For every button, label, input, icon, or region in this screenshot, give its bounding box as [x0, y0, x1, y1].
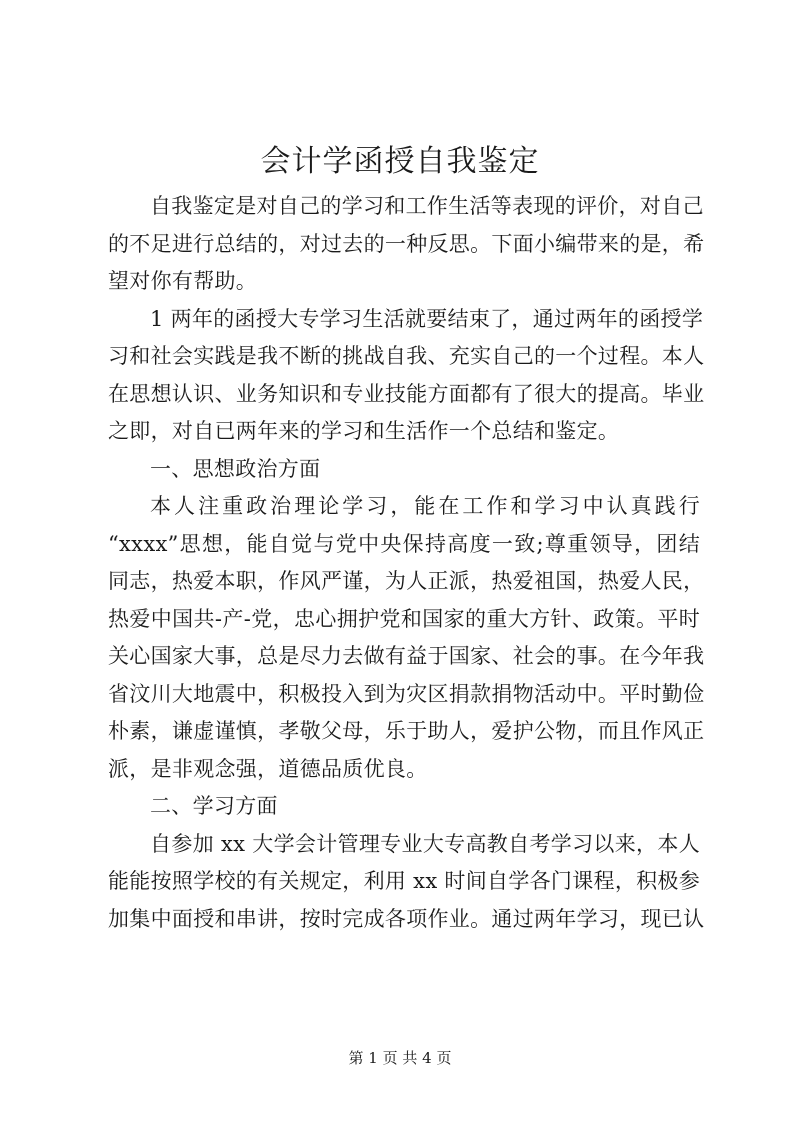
text-line: 省汶川大地震中，积极投入到为灾区捐款捐物活动中。平时勤俭	[108, 681, 705, 706]
text-line: 之即，对自已两年来的学习和生活作一个总结和鉴定。	[108, 419, 620, 443]
page-footer: 第 1 页 共 4 页	[348, 1049, 452, 1067]
document-title: 会计学函授自我鉴定	[260, 144, 540, 179]
text-line: 关心国家大事，总是尽力去做有益于国家、社会的事。在今年我	[108, 644, 705, 668]
text-line: 二、学习方面	[150, 794, 278, 818]
text-line: 朴素，谦虚谨慎，孝敬父母，乐于助人，爱护公物，而且作风正	[108, 719, 705, 743]
text-line: 一、思想政治方面	[150, 456, 321, 481]
text-line: 加集中面授和串讲，按时完成各项作业。通过两年学习，现已认	[108, 906, 705, 931]
text-line: 本人注重政治理论学习，能在工作和学习中认真践行	[150, 494, 700, 518]
text-line: 能能按照学校的有关规定，利用 xx 时间自学各门课程，积极参	[108, 869, 701, 893]
text-line: 望对你有帮助。	[108, 269, 258, 293]
text-line: 在思想认识、业务知识和专业技能方面都有了很大的提高。毕业	[108, 381, 705, 406]
text-line: “xxxx”思想，能自觉与党中央保持高度一致;尊重领导，团结	[108, 531, 700, 556]
text-line: 同志，热爱本职，作风严谨，为人正派，热爱祖国，热爱人民，	[108, 569, 705, 593]
text-line: 习和社会实践是我不断的挑战自我、充实自己的一个过程。本人	[108, 344, 705, 368]
text-line: 自我鉴定是对自己的学习和工作生活等表现的评价，对自己	[150, 194, 704, 218]
document-body	[108, 188, 705, 938]
text-line: 自参加 xx 大学会计管理专业大专高教自考学习以来，本人	[150, 831, 700, 856]
text-line: 热爱中国共-产-党，忠心拥护党和国家的重大方针、政策。平时	[108, 606, 700, 631]
text-line: 派，是非观念强，道德品质优良。	[108, 756, 428, 781]
text-line: 1 两年的函授大专学习生活就要结束了，通过两年的函授学	[150, 306, 704, 331]
text-line: 的不足进行总结的，对过去的一种反思。下面小编带来的是，希	[108, 231, 705, 256]
